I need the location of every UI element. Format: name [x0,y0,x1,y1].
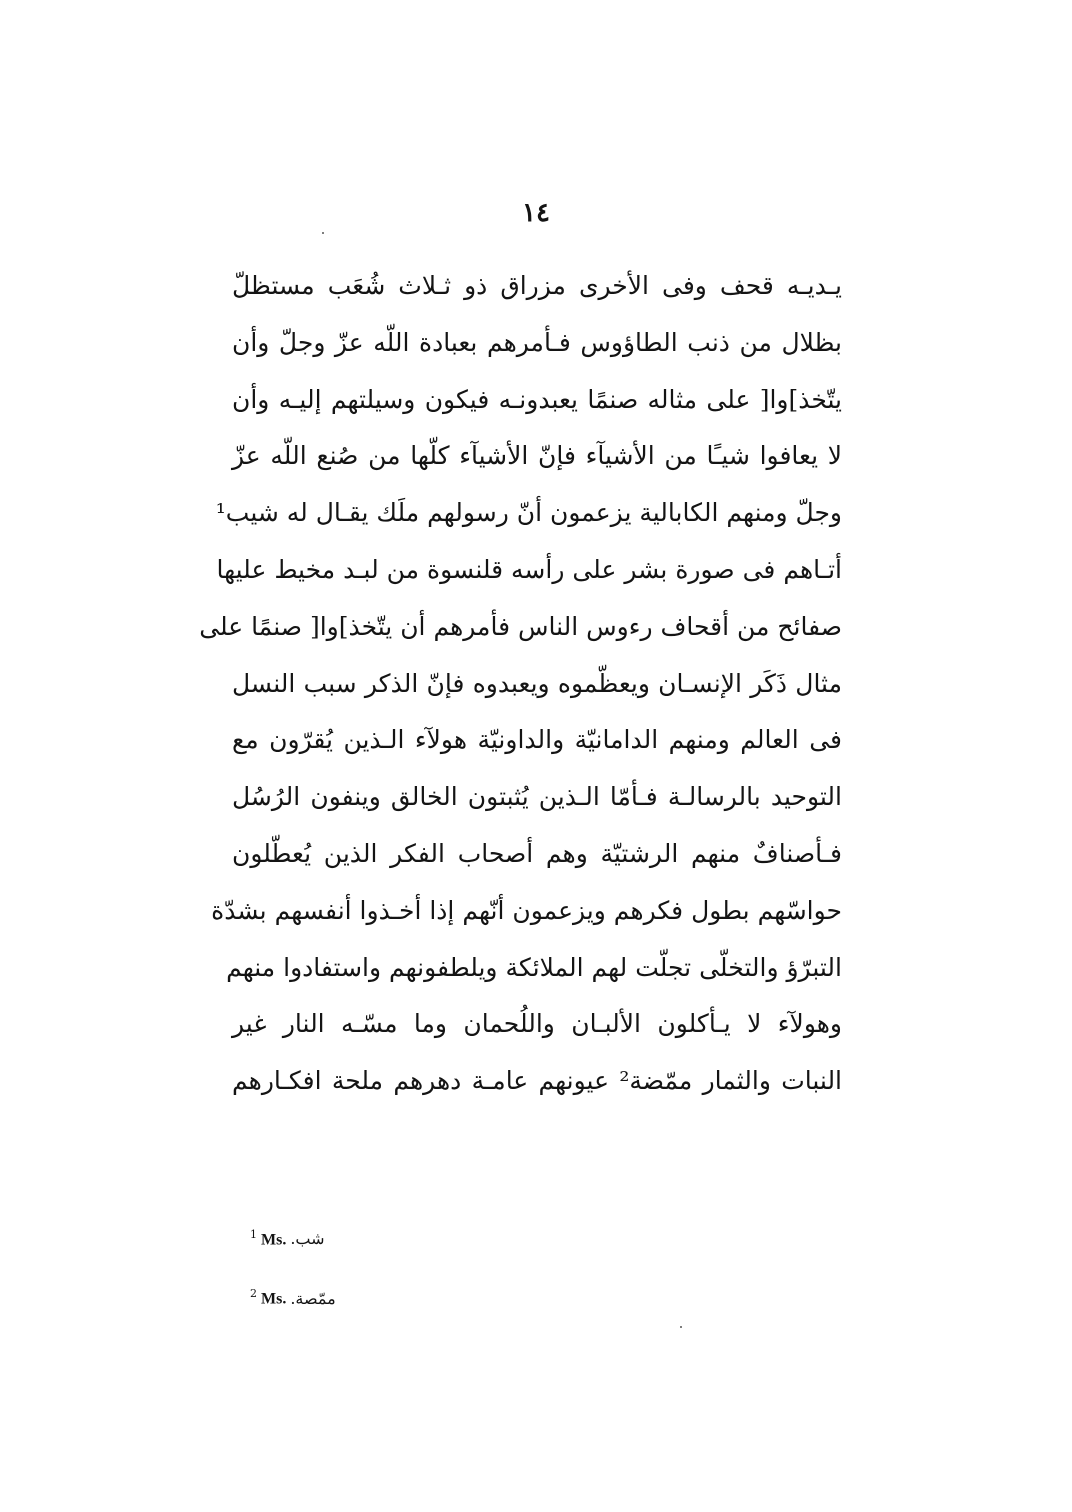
text-line: أتـاهم فى صورة بشر على رأسه قلنسوة من لبـد مخيط عليها [216,554,842,584]
page-number: ١٤ [522,198,550,228]
text-line: يتّخذ]وا[ على مثاله صنمًا يعبدونـه فيكون وسيلتهم إليـه وأن [232,384,842,414]
footnote-text: ممّصة. [290,1288,336,1308]
text-line: يـديـه قحف وفى الأخرى مزراق ذو ثـلاث شُعَب مستظلّ [232,271,842,300]
scan-speck [680,1326,682,1328]
footnote-mark: 1 [250,1228,257,1241]
scan-speck [322,232,324,234]
footnote [250,1208,550,1267]
text-line: وهولآء لا يـأكلون الألبـان واللُحمان وما مسّـه النار غير [232,1009,842,1039]
footnote-mark: 2 [250,1287,257,1301]
footnote-text: شب. [290,1229,325,1249]
text-line: التبرّؤ والتخلّى تجلّت لهم الملائكة ويلطفونهم واستفادوا منهم [226,952,842,982]
text-line: النبات والثمار ممّضة² عيونهم عامـة دهرهم ملحة افكـارهم [232,1066,843,1096]
text-line: لا يعافوا شيـًا من الأشيآء فإنّ الأشيآء كلّها من صُنع اللّه عزّ [232,441,842,471]
text-line: التوحيد بالرسالـة فـأمّا الـذين يُثبتون الخالق وينفون الرُسُل [232,782,842,812]
text-line: حواسّهم بطول فكرهم ويزعمون أنّهم إذا أخـذوا أنفسهم بشدّة [211,895,842,925]
text-line: فـأصنافٌ منهم الرشتيّة وهم أصحاب الفكر الذين يُعطّلون [232,838,842,868]
text-line: صفائح من أقحاف رءوس الناس فأمرهم أن يتّخذ]وا[ صنمًا على [199,611,842,641]
text-line: مثال ذَكَر الإنسـان ويعظّموه ويعبدوه فإنّ الذكر سبب النسل [232,668,842,698]
text-line: وجلّ ومنهم الكابالية يزعمون أنّ رسولهم ملَك يقـال له شيب¹ [215,498,842,528]
footnotes [250,1208,550,1327]
footnote-prefix: Ms. [261,1231,287,1249]
text-line: بظلال من ذنب الطاؤوس فـأمرهم بعبادة اللّه عزّ وجلّ وأن [232,327,842,357]
text-line: فى العالم ومنهم الدامانيّة والداونيّة هولآء الـذين يُقرّون مع [232,725,842,755]
body-text [199,258,843,1110]
footnote-prefix: Ms. [261,1290,287,1308]
footnote [250,1267,550,1326]
